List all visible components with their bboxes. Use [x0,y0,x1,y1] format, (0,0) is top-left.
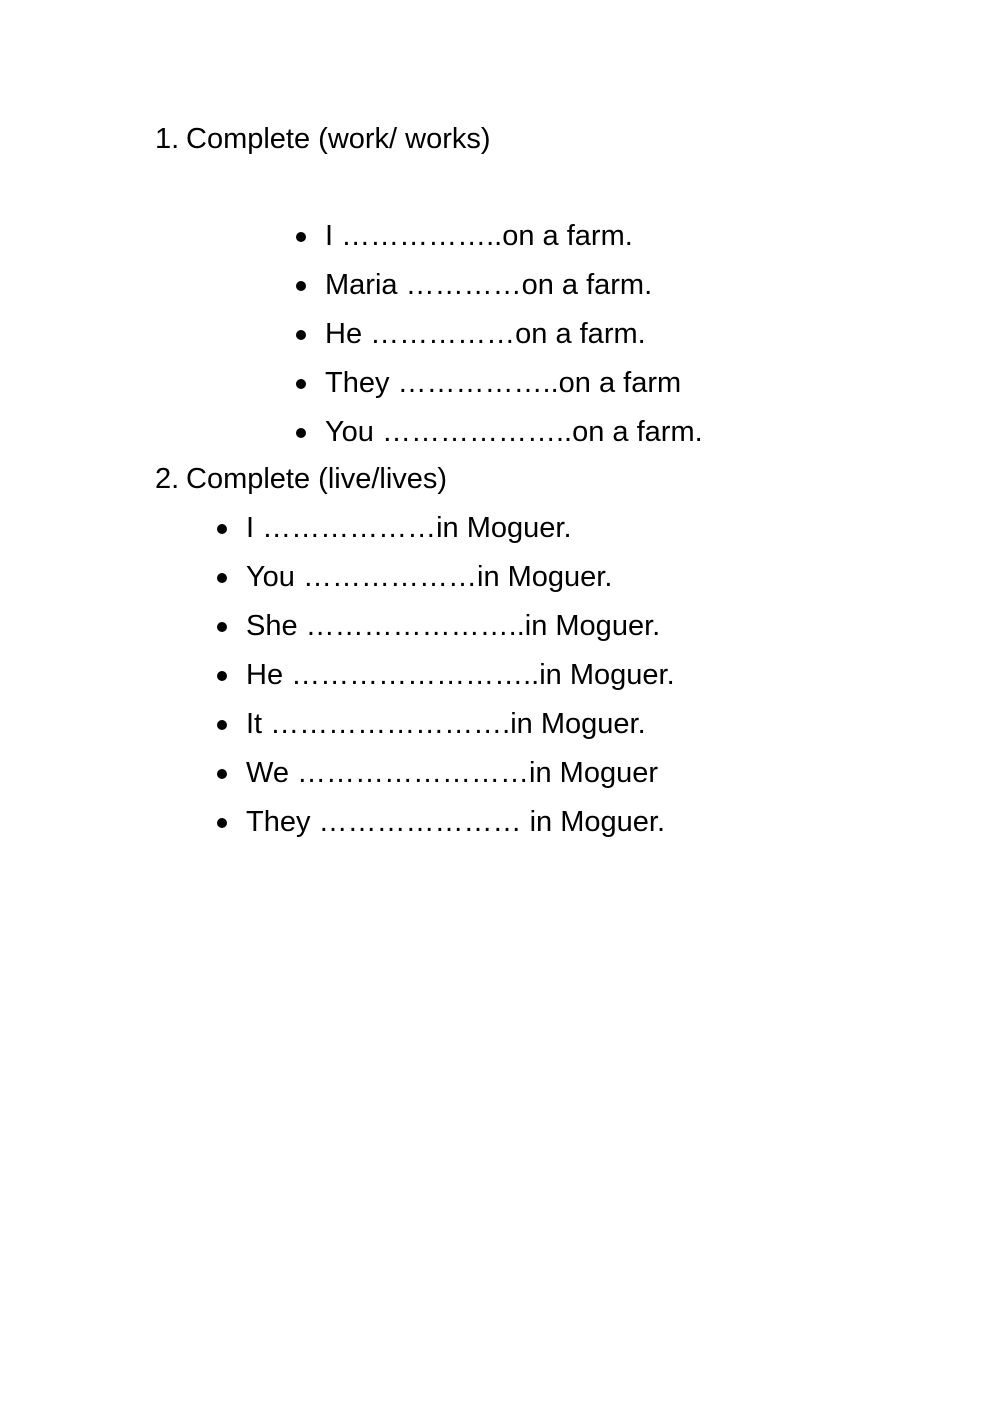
sentence-text: She …………………..in Moguer. [246,610,661,642]
bullet-icon [296,232,306,242]
bullet-icon [217,524,227,534]
bullet-icon [217,622,227,632]
bullet-icon [296,428,306,438]
section-1-title: Complete (work/ works) [186,123,491,155]
section-2-title: Complete (live/lives) [186,463,448,495]
bullet-icon [296,379,306,389]
sentence-text: You ………………..on a farm. [325,416,703,448]
bullet-icon [217,720,227,730]
bullet-icon [217,671,227,681]
sentence-text: We ……………………in Moguer [246,757,658,789]
bullet-icon [217,818,227,828]
bullet-icon [296,330,306,340]
section-2-number: 2. [155,463,180,495]
bullet-icon [296,281,306,291]
sentence-text: He ……………on a farm. [325,318,646,350]
bullet-icon [217,769,227,779]
section-1-number: 1. [155,123,180,155]
sentence-text: He ……………………..in Moguer. [246,659,675,691]
bullet-icon [217,573,227,583]
sentence-text: Maria …………on a farm. [325,269,653,301]
sentence-text: It …………………….in Moguer. [246,708,646,740]
sentence-text: I ……………..on a farm. [325,220,633,252]
sentence-text: They ……………..on a farm [325,367,682,399]
section-1-heading [155,122,491,156]
sentence-text: They ………………… in Moguer. [246,806,665,838]
sentence-text: You ………………in Moguer. [246,561,613,593]
section-2-heading [155,462,447,496]
sentence-text: I ………………in Moguer. [246,512,572,544]
